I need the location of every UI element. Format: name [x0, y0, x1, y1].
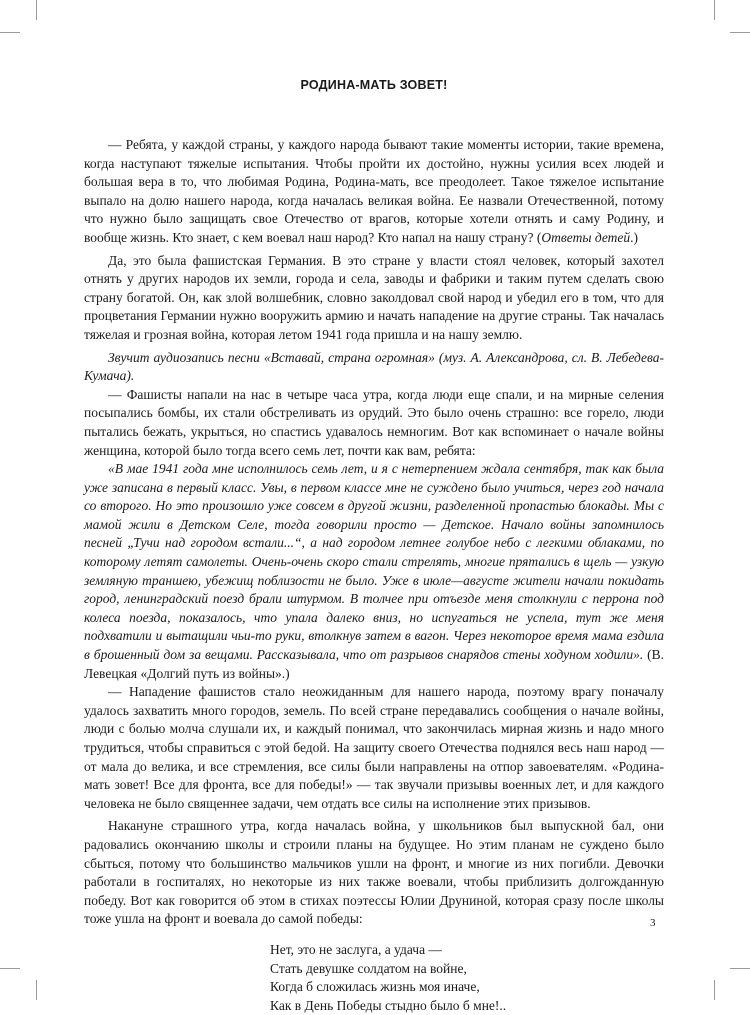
poem-line: Как в День Победы стыдно было б мне!..	[270, 997, 507, 1013]
page-number: 3	[650, 917, 656, 929]
paragraph-quote	[84, 460, 664, 683]
memoir-quote: «В мае 1941 года мне исполнилось семь лет, и я с нетерпением ждала сентября, так как была уже записана в первый класс. Увы, в первом классе мне не суждено было учиться, через год начала со второго. Но это произошло уже совсем в другой жизни, разделенной пропастью блокады. Мы с мамой жили в Детском Селе, тогда говорили просто — Детское. Начало войны запомнилось песней „Тучи над городом встали...“, а над городом летнее голубое небо с легкими облаками, по которому летят самолеты. Очень-очень скоро стали стрелять, многие прятались в щель — узкую земляную траншею, убежищ поблизости не было. Уже в июле—августе жители начали покидать город, ленинградский поезд брали штурмом. В толчее при отъезде меня столкнули с перрона под колеса поезда, показалось, что упала далеко вниз, но испугаться не успела, тут же меня подхватили и вытащили чьи-то руки, втолкнув затем в вагон. Через некоторое время мама ездила в брошенный дом за вещами. Рассказывала, что от разрывов снарядов стены ходуном ходили».	[84, 461, 664, 663]
italic-remark: Ответы детей	[541, 229, 631, 245]
crop-mark	[0, 968, 20, 969]
poem-line: Стать девушке солдатом на войне,	[270, 960, 467, 976]
crop-mark	[714, 0, 715, 20]
poem-line: Когда б сложилась жизнь моя иначе,	[270, 979, 480, 995]
poem-line: Нет, это не заслуга, а удача —	[270, 941, 442, 957]
quote-source: (В. Левецкая «Долгий путь из войны».)	[84, 647, 664, 681]
paragraph-germany: Да, это была фашистская Германия. В это стране у власти стоял человек, который захотел отнять у других народов их земли, города и села, заводы и фабрики и таким путем сделать свою страну богатой. Он, как злой волшебник, словно заколдовал свой народ и убедил его в том, что для процветания Германии нужно вооружить армию и начать нападение на другие страны. Так началась тяжелая и грозная война, которая летом 1941 года пришла и на нашу землю.	[84, 252, 664, 342]
crop-mark	[36, 980, 37, 1000]
paragraph-intro	[84, 136, 664, 248]
paragraph-text: — Ребята, у каждой страны, у каждого народа бывают такие моменты истории, такие времена, когда наступают тяжелые испытания. Чтобы пройти их достойно, нужны усилия всех людей и большая вера в то, что любимая Родина, Родина-мать, все преодолеет. Такое тяжелое испытание выпало на долю нашего народа, когда началась великая война. Ее назвали Отечественной, потому что нужно было защищать свое Отечество от врагов, которые хотели отнять и саму Родину, и вообще жизнь. Кто знает, с кем воевал наш народ? Кто напал на нашу страну? (	[84, 137, 664, 245]
paragraph-audio-note: Звучит аудиозапись песни «Вставай, страна огромная» (муз. А. Александрова, сл. В. Лебедева-Кумача).	[84, 349, 664, 384]
crop-mark	[730, 968, 750, 969]
crop-mark	[0, 32, 20, 33]
paragraph-attack: — Фашисты напали на нас в четыре часа утра, когда люди еще спали, и на мирные селения посыпались бомбы, их стали обстреливать из орудий. Это было очень страшно: все горело, люди пытались бежать, укрыться, но спастись удавалось немногим. Вот как вспоминает о начале войны женщина, которой было тогда всего семь лет, почти как вам, ребята:	[84, 386, 664, 458]
page-content	[84, 78, 664, 1015]
crop-mark	[36, 0, 37, 20]
paragraph-graduates: Накануне страшного утра, когда началась война, у школьников был выпускной бал, они радовались окончанию школы и строили планы на будущее. Но этим планам не суждено было сбыться, потому что большинство мальчиков ушли на фронт, и многие из них погибли. Девочки работали в госпиталях, но некоторые из них также воевали, чтобы приблизить долгожданную победу. Вот как говорится об этом в стихах поэтессы Юлии Друниной, которая сразу после школы тоже ушла на фронт и воевала до самой победы:	[84, 818, 664, 927]
paragraph-homeland: — Нападение фашистов стало неожиданным для нашего народа, поэтому врагу поначалу удалось захватить много городов, земель. По всей стране передавались сообщения о начале войны, люди с болью молча слушали их, и каждый понимал, что закончилась мирная жизнь и надо много трудиться, чтобы справиться с этой бедой. На защиту своего Отечества поднялся весь наш народ — от мала до велика, и все стремления, все силы были направлены на отпор завоевателям. «Родина-мать зовет! Все для фронта, все для победы!» — так звучали призывы военных лет, и для каждого человека не было священнее задачи, чем отдать все силы на исполнение этих призывов.	[84, 684, 664, 811]
page-title: РОДИНА-МАТЬ ЗОВЕТ!	[300, 78, 448, 92]
paragraph-text: .)	[630, 229, 639, 245]
poem	[270, 941, 664, 1015]
crop-mark	[714, 980, 715, 1000]
crop-mark	[730, 32, 750, 33]
